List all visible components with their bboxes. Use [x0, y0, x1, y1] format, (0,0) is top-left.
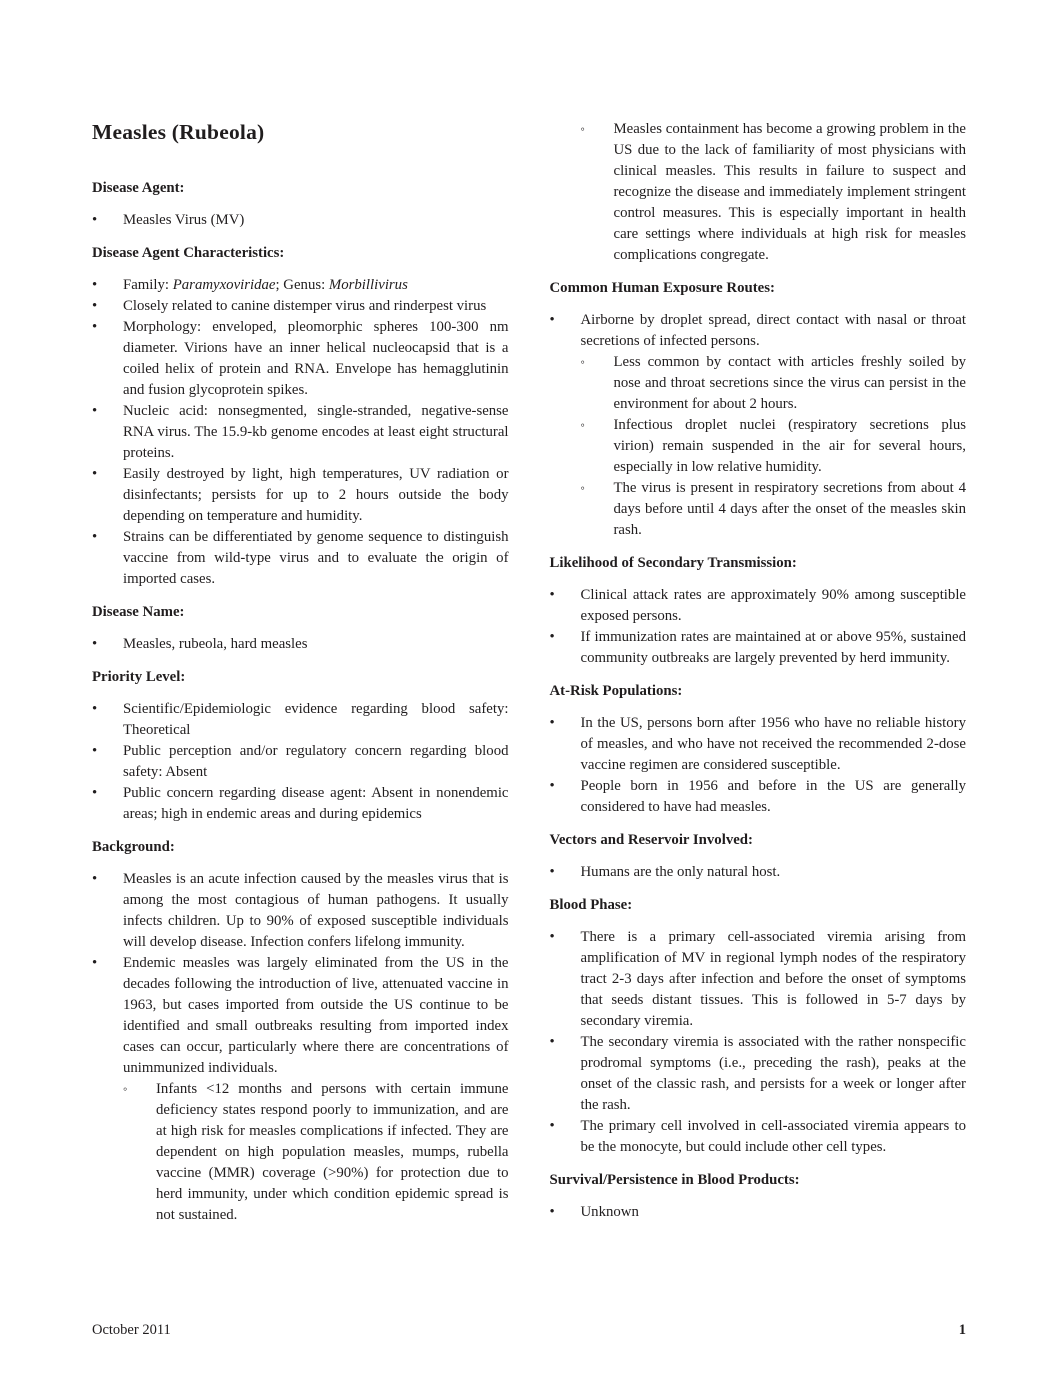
section-heading: Background: — [92, 839, 175, 855]
list-item-text: Nucleic acid: nonsegmented, single-stranded, negative-sense RNA virus. The 15.9-kb genome encodes at least eight structural proteins. — [123, 403, 509, 461]
list-item-text: The virus is present in respiratory secretions from about 4 days before until 4 days after the onset of the measles skin rash. — [613, 480, 966, 538]
bullet-marker-icon: • — [92, 955, 98, 971]
list-item-text: Measles is an acute infection caused by the measles virus that is among the most contagious of human pathogens. It usually infects children. Up to 90% of exposed susceptible individuals will develop disease. Infection confers lifelong immunity. — [123, 871, 509, 950]
list-item-text: Endemic measles was largely eliminated from the US in the decades following the introduction of live, attenuated vaccine in 1963, but cases imported from outside the US continue to be identified and small outbreaks resulting from imported index cases can occur, particularly where there are concentrations of unimmunized individuals. — [123, 955, 509, 1076]
page-footer — [92, 1320, 966, 1341]
bullet-marker-icon: • — [549, 864, 555, 880]
text-segment: Family: — [123, 277, 173, 293]
list-item — [92, 401, 509, 464]
bullet-marker-icon: • — [549, 778, 555, 794]
bullet-marker-icon: • — [92, 785, 98, 801]
list-item-text: Airborne by droplet spread, direct contact with nasal or throat secretions of infected persons. — [580, 312, 966, 349]
sub-list-item — [550, 478, 967, 541]
list-item-text: Strains can be differentiated by genome sequence to distinguish vaccine from wild-type virus and to evaluate the origin of imported cases. — [123, 529, 509, 587]
list-item — [550, 862, 967, 883]
left-column — [92, 119, 509, 1226]
text-segment: ; Genus: — [275, 277, 329, 293]
bullet-marker-icon: • — [92, 466, 98, 482]
list-item — [550, 627, 967, 669]
list-item-text: Closely related to canine distemper virus and rinderpest virus — [123, 298, 487, 314]
page-number: 1 — [958, 1322, 966, 1338]
list-item-text: Public concern regarding disease agent: Absent in nonendemic areas; high in endemic areas and during epidemics — [123, 785, 509, 822]
list-item-text: People born in 1956 and before in the US are generally considered to have had measles. — [580, 778, 966, 815]
section-heading: At-Risk Populations: — [549, 683, 683, 699]
footer-date: October 2011 — [92, 1322, 171, 1338]
sub-list-item — [550, 119, 967, 266]
bullet-marker-icon: • — [92, 319, 98, 335]
list-item — [550, 1116, 967, 1158]
sub-bullet-marker-icon: ◦ — [580, 355, 585, 369]
list-item — [550, 1032, 967, 1116]
list-item-text: In the US, persons born after 1956 who have no reliable history of measles, and who have not received the recommended 2-dose vaccine regimen are considered susceptible. — [580, 715, 966, 773]
list-item — [92, 275, 509, 296]
list-item-text: If immunization rates are maintained at or above 95%, sustained community outbreaks are largely prevented by herd immunity. — [580, 629, 966, 666]
bullet-marker-icon: • — [92, 701, 98, 717]
sub-bullet-marker-icon: ◦ — [123, 1082, 128, 1096]
document-body — [92, 119, 966, 1226]
bullet-marker-icon: • — [549, 929, 555, 945]
list-item — [92, 527, 509, 590]
bullet-marker-icon: • — [549, 587, 555, 603]
list-item-text: The secondary viremia is associated with the rather nonspecific prodromal symptoms (i.e., preceding the rash), peaks at the onset of the classic rash, and persists for a week or longer after the rash. — [580, 1034, 966, 1113]
bullet-marker-icon: • — [92, 298, 98, 314]
list-item-text: Scientific/Epidemiologic evidence regarding blood safety: Theoretical — [123, 701, 509, 738]
bullet-marker-icon: • — [92, 636, 98, 652]
right-column — [550, 119, 967, 1226]
page-title: Measles (Rubeola) — [92, 120, 265, 144]
list-item — [92, 741, 509, 783]
section-heading: Disease Name: — [92, 604, 185, 620]
list-item-text: Morphology: enveloped, pleomorphic spheres 100-300 nm diameter. Virions have an inner helical nucleocapsid that is a coiled helix of protein and RNA. Envelope has hemagglutinin and fusion glycoprotein spikes. — [123, 319, 509, 398]
list-item-text: Humans are the only natural host. — [580, 864, 781, 880]
italic-text-segment: Paramyxoviridae — [172, 277, 276, 293]
list-item — [92, 783, 509, 825]
list-item-text: Easily destroyed by light, high temperatures, UV radiation or disinfectants; persists for up to 2 hours outside the body depending on temperature and humidity. — [123, 466, 509, 524]
list-item-text: Infectious droplet nuclei (respiratory secretions plus virion) remain suspended in the air for several hours, especially in low relative humidity. — [613, 417, 966, 475]
list-item — [92, 210, 509, 231]
bullet-marker-icon: • — [92, 277, 98, 293]
list-item-text — [123, 275, 509, 296]
list-item — [92, 464, 509, 527]
sub-list-item — [92, 1079, 509, 1226]
bullet-marker-icon: • — [549, 1204, 555, 1220]
bullet-marker-icon: • — [549, 715, 555, 731]
bullet-marker-icon: • — [92, 403, 98, 419]
list-item-text: There is a primary cell-associated viremia arising from amplification of MV in regional lymph nodes of the respiratory tract 2-3 days after infection and before the onset of symptoms that seeds distant tissues. This is followed in 5-7 days by secondary viremia. — [580, 929, 966, 1029]
list-item — [550, 927, 967, 1032]
section-heading: Survival/Persistence in Blood Products: — [549, 1172, 800, 1188]
list-item — [550, 1202, 967, 1223]
bullet-marker-icon: • — [549, 1118, 555, 1134]
section-heading: Blood Phase: — [549, 897, 633, 913]
list-item — [92, 634, 509, 655]
list-item — [550, 585, 967, 627]
bullet-marker-icon: • — [92, 529, 98, 545]
italic-text-segment: Morbillivirus — [328, 277, 408, 293]
section-heading: Disease Agent Characteristics: — [92, 245, 285, 261]
sub-bullet-marker-icon: ◦ — [580, 122, 585, 136]
bullet-marker-icon: • — [549, 312, 555, 328]
list-item-text: Unknown — [580, 1204, 639, 1220]
sub-bullet-marker-icon: ◦ — [580, 481, 585, 495]
bullet-marker-icon: • — [92, 212, 98, 228]
list-item-text: Measles, rubeola, hard measles — [123, 636, 308, 652]
sub-list-item — [550, 415, 967, 478]
section-heading: Priority Level: — [92, 669, 186, 685]
list-item-text: Public perception and/or regulatory concern regarding blood safety: Absent — [123, 743, 509, 780]
sub-bullet-marker-icon: ◦ — [580, 418, 585, 432]
list-item — [92, 953, 509, 1079]
list-item-text: Infants <12 months and persons with certain immune deficiency states respond poorly to immunization, and are at high risk for measles complications if infected. They are dependent on high population measles, mumps, rubella vaccine (MMR) coverage (>90%) for protection due to herd immunity, under which condition epidemic spread is not sustained. — [156, 1081, 509, 1223]
bullet-marker-icon: • — [549, 629, 555, 645]
list-item — [92, 317, 509, 401]
list-item — [92, 699, 509, 741]
list-item-text: Measles Virus (MV) — [123, 212, 245, 228]
list-item — [92, 296, 509, 317]
bullet-marker-icon: • — [92, 871, 98, 887]
bullet-marker-icon: • — [549, 1034, 555, 1050]
list-item-text: Clinical attack rates are approximately 90% among susceptible exposed persons. — [580, 587, 966, 624]
section-heading: Likelihood of Secondary Transmission: — [549, 555, 797, 571]
section-heading: Vectors and Reservoir Involved: — [549, 832, 753, 848]
list-item-text: Measles containment has become a growing problem in the US due to the lack of familiarity of most physicians with clinical measles. This results in failure to suspect and recognize the disease and immediately implement stringent control measures. This is especially important in health care settings where individuals at high risk for measles complications congregate. — [613, 121, 966, 263]
list-item — [550, 776, 967, 818]
list-item-text: The primary cell involved in cell-associated viremia appears to be the monocyte, but could include other cell types. — [580, 1118, 966, 1155]
bullet-marker-icon: • — [92, 743, 98, 759]
list-item — [550, 310, 967, 352]
list-item — [550, 713, 967, 776]
section-heading: Disease Agent: — [92, 180, 185, 196]
list-item — [92, 869, 509, 953]
list-item-text: Less common by contact with articles freshly soiled by nose and throat secretions since the virus can persist in the environment for about 2 hours. — [613, 354, 966, 412]
sub-list-item — [550, 352, 967, 415]
section-heading: Common Human Exposure Routes: — [549, 280, 775, 296]
